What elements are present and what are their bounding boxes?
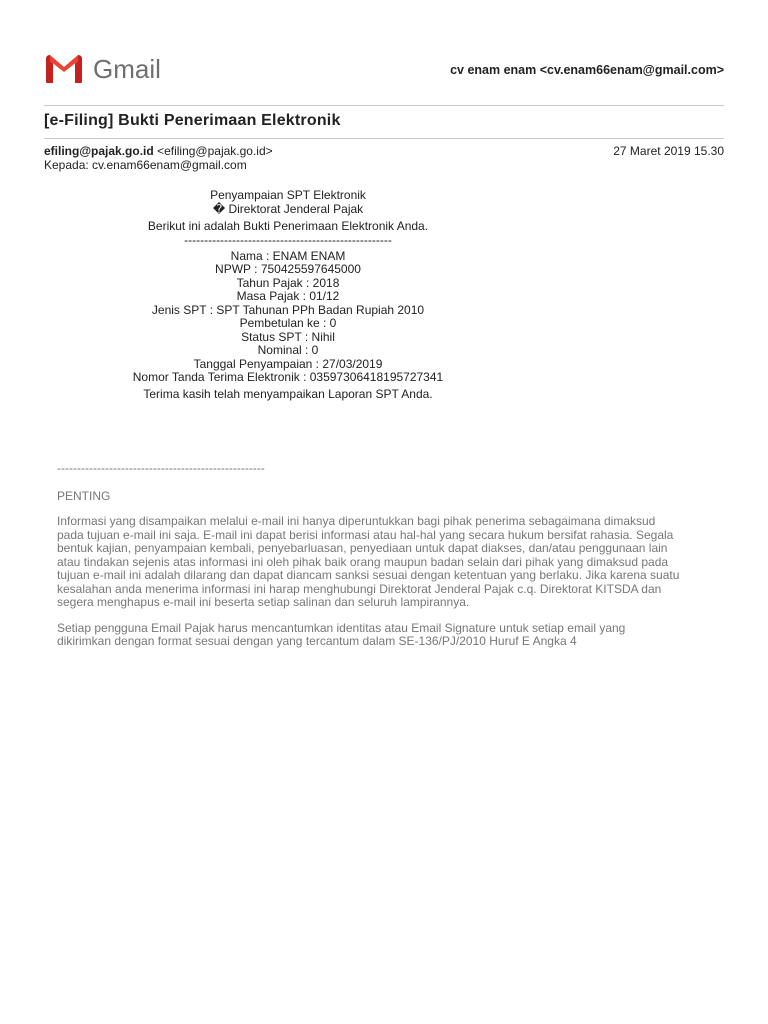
notice-line: atau tindakan sejenis atas informasi ini oleh pihak baik orang maupun badan selain dari pihak yang dimaksud pada [57,554,669,569]
receipt-nomor-tanda-terima: Nomor Tanda Terima Elektronik : 03597306418195727341 [132,370,444,384]
receipt-nominal: Nominal : 0 [257,343,319,357]
notice-line: dikirimkan dengan format sesuai dengan yang tercantum dalam SE-136/PJ/2010 Huruf E Angka 4 [57,634,577,648]
receipt-intro: Berikut ini adalah Bukti Penerimaan Elektronik Anda. [147,219,429,233]
recipient-line: Kepada: cv.enam66enam@gmail.com [44,158,247,172]
gmail-envelope-icon [44,54,84,84]
notice-line: segera menghapus e-mail ini beserta setiap salinan dan seluruh lampirannya. [57,595,470,609]
receipt-title: Penyampaian SPT Elektronik [210,188,366,202]
gmail-logo-text: Gmail [93,54,161,84]
notice-line: tujuan e-mail ini adalah dilarang dan dapat diancam sanksi sesuai dengan ketentuan yang berlaku. Jika karena suatu [57,568,680,582]
notice-block [57,461,717,649]
subject-divider [44,138,724,139]
email-date: 27 Maret 2019 15.30 [613,144,724,158]
receipt-tanggal: Tanggal Penyampaian : 27/03/2019 [193,356,383,371]
gmail-header [44,54,724,88]
receipt-divider: ---------------------------------------------------- [184,232,392,247]
receipt-nama: Nama : ENAM ENAM [230,248,346,263]
notice-line: pada tujuan e-mail ini saja. E-mail ini dapat berisi informasi atau hal-hal yang secara hukum bersifat rahasia. Segala [57,527,674,542]
sender-address: <efiling@pajak.go.id> [157,144,273,158]
notice-line: bentuk kajian, penyampaian kembali, penyebarluasan, penyediaan untuk dapat diakses, dan/atau penggunaan lain [57,541,668,555]
account-label: cv enam enam <cv.enam66enam@gmail.com> [450,63,724,77]
receipt-pembetulan: Pembetulan ke : 0 [239,316,337,330]
sender-name: efiling@pajak.go.id [44,144,154,158]
notice-heading: PENTING [57,489,111,503]
notice-divider: ---------------------------------------------------- [57,461,265,475]
notice-paragraph-1 [57,515,717,610]
receipt-tahun-pajak: Tahun Pajak : 2018 [236,275,340,290]
receipt-thanks: Terima kasih telah menyampaikan Laporan SPT Anda. [143,386,433,401]
receipt-masa-pajak: Masa Pajak : 01/12 [236,289,340,303]
email-subject: [e-Filing] Bukti Penerimaan Elektronik [44,112,341,129]
receipt-npwp: NPWP : 750425597645000 [215,262,361,276]
gmail-logo[interactable] [44,54,161,84]
receipt-body [44,189,532,401]
notice-line: Informasi yang disampaikan melalui e-mail ini hanya diperuntukkan bagi pihak penerima sebagaimana dimaksud [57,514,656,528]
receipt-jenis-spt: Jenis SPT : SPT Tahunan PPh Badan Rupiah 2010 [151,302,425,317]
notice-line: kesalahan anda menerima informasi ini harap menghubungi Direktorat Jenderal Pajak c.q. Direktorat KITSDA dan [57,581,662,596]
header-divider [44,105,724,106]
receipt-org: � Direktorat Jenderal Pajak [212,201,364,216]
receipt-status-spt: Status SPT : Nihil [241,329,335,344]
email-meta [44,144,724,172]
notice-line: Setiap pengguna Email Pajak harus mencantumkan identitas atau Email Signature untuk setiap email yang [57,620,626,635]
notice-paragraph-2 [57,622,717,649]
